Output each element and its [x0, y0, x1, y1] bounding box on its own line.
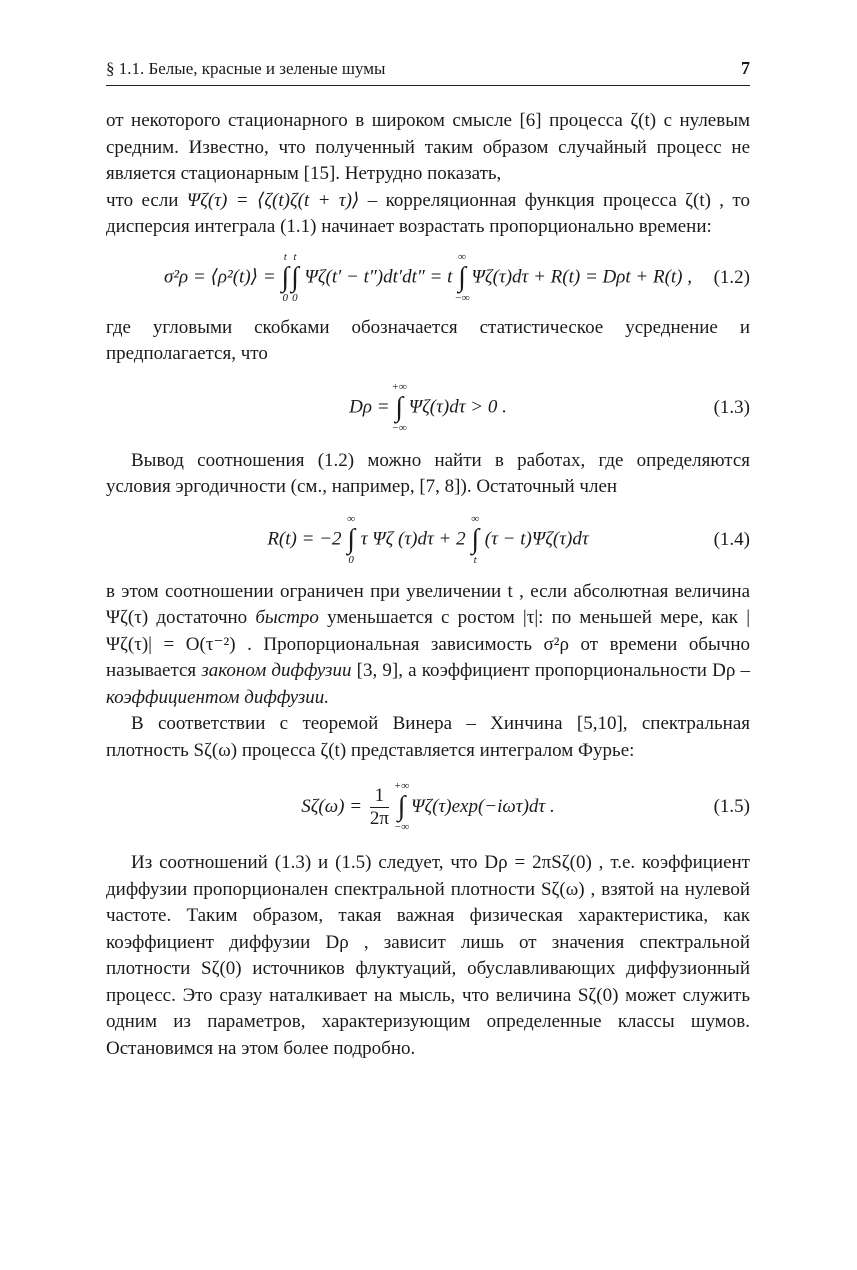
paragraph-7: Из соотношений (1.3) и (1.5) следует, что Dρ = 2πSζ(0) , т.е. коэффициент диффузии пропорционален спектральной плотности Sζ(ω) , взятой на нулевой частоте. Таким образом, такая важная физическая характеристика, как коэффициент диффузии Dρ , зависит лишь от значения спектральной плотности Sζ(0) источников флуктуаций, обуславливающих диффузионный процесс. Это сразу наталкивает на мысль, что величина Sζ(0) может служить одним из параметров, характеризующим определенные классы шумов. Остановимся на этом более подробно.	[106, 852, 750, 1059]
emphasis-bystro: быстро	[255, 607, 319, 628]
eq15-lhs: Sζ(ω) =	[301, 795, 363, 817]
eq13-rhs: Ψζ(τ)dτ > 0 .	[408, 395, 507, 417]
book-page	[106, 58, 750, 1062]
eq12-lhs: σ²ρ = ⟨ρ²(t)⟩ =	[163, 265, 276, 287]
paragraph-2-end: – корреляционная функция процесса ζ(t) , то дисперсия интеграла (1.1) начинает возрастать пропорционально времени:	[106, 189, 750, 237]
paragraph-2-start: что если	[106, 189, 187, 211]
eq15-rhs: Ψζ(τ)exp(−iωτ)dτ .	[411, 795, 555, 817]
paragraph-3: где угловыми скобками обозначается статистическое усреднение и предполагается, что	[106, 316, 750, 364]
eq14-lhs: R(t) = −2	[267, 527, 342, 549]
eq13-lhs: Dρ =	[349, 395, 390, 417]
equation-number-1-3: (1.3)	[713, 396, 750, 418]
page-body	[106, 108, 750, 1062]
paragraph-1: от некоторого стационарного в широком смысле [6] процесса ζ(t) с нулевым средним. Известно, что полученный таким образом случайный процесс не является стационарным [15]. Нетрудно показать,	[106, 110, 750, 184]
emphasis-diffusion-coefficient: коэффициентом диффузии.	[106, 686, 330, 708]
correlation-function-formula: Ψζ(τ) = ⟨ζ(t)ζ(t + τ)⟩	[186, 189, 360, 211]
paragraph-5: в этом соотношении ограничен при увеличении t , если абсолютная величина Ψζ(τ) достаточно быстро уменьшается с ростом |τ|: по меньшей мере, как |Ψζ(τ)| = O(τ⁻²) . Пропорциональная зависимость σ²ρ от времени обычно называется законом диффузии [3, 9], а коэффициент пропорциональности Dρ – коэффициентом диффузии.	[106, 580, 751, 708]
eq14-mid: τ Ψζ (τ)dτ + 2	[360, 527, 466, 549]
equation-number-1-4: (1.4)	[713, 528, 750, 550]
eq12-mid: Ψζ(t′ − t″)dt′dt″ = t	[304, 265, 453, 287]
eq14-integral-2: ∫ ∞ t	[471, 512, 480, 566]
equation-number-1-2: (1.2)	[713, 266, 750, 288]
emphasis-diffusion-law: законом диффузии	[201, 660, 352, 681]
paragraph-2	[106, 188, 750, 241]
section-title: § 1.1. Белые, красные и зеленые шумы	[106, 59, 386, 78]
eq12-rhs: Ψζ(τ)dτ + R(t) = Dρt + R(t) ,	[471, 265, 693, 287]
eq15-integral: ∫ +∞ −∞	[393, 780, 410, 833]
eq14-rhs: (τ − t)Ψζ(τ)dτ	[484, 527, 589, 549]
equation-1-2	[106, 245, 750, 311]
eq12-integral-2: ∫ t 0	[291, 250, 299, 304]
paragraph-4: Вывод соотношения (1.2) можно найти в работах, где определяются условия эргодичности (см., например, [7, 8]). Остаточный член	[106, 449, 750, 497]
equation-1-5	[106, 768, 750, 846]
equation-1-3	[106, 372, 750, 444]
equation-number-1-5: (1.5)	[713, 795, 750, 817]
eq12-integral-1: ∫ t 0	[281, 250, 290, 304]
equation-1-4	[106, 505, 750, 575]
eq12-integral-3: ∫ ∞ −∞	[454, 250, 470, 304]
eq13-integral: ∫ +∞ −∞	[391, 380, 407, 434]
running-header	[106, 58, 750, 86]
page-number: 7	[741, 58, 750, 78]
paragraph-6: В соответствии с теоремой Винера – Хинчина [5,10], спектральная плотность Sζ(ω) процесса ζ(t) представляется интегралом Фурье:	[106, 713, 750, 761]
eq15-fraction: $\frac{1}{2\pi}$	[369, 784, 389, 829]
eq14-integral-1: ∫ ∞ 0	[347, 512, 356, 566]
